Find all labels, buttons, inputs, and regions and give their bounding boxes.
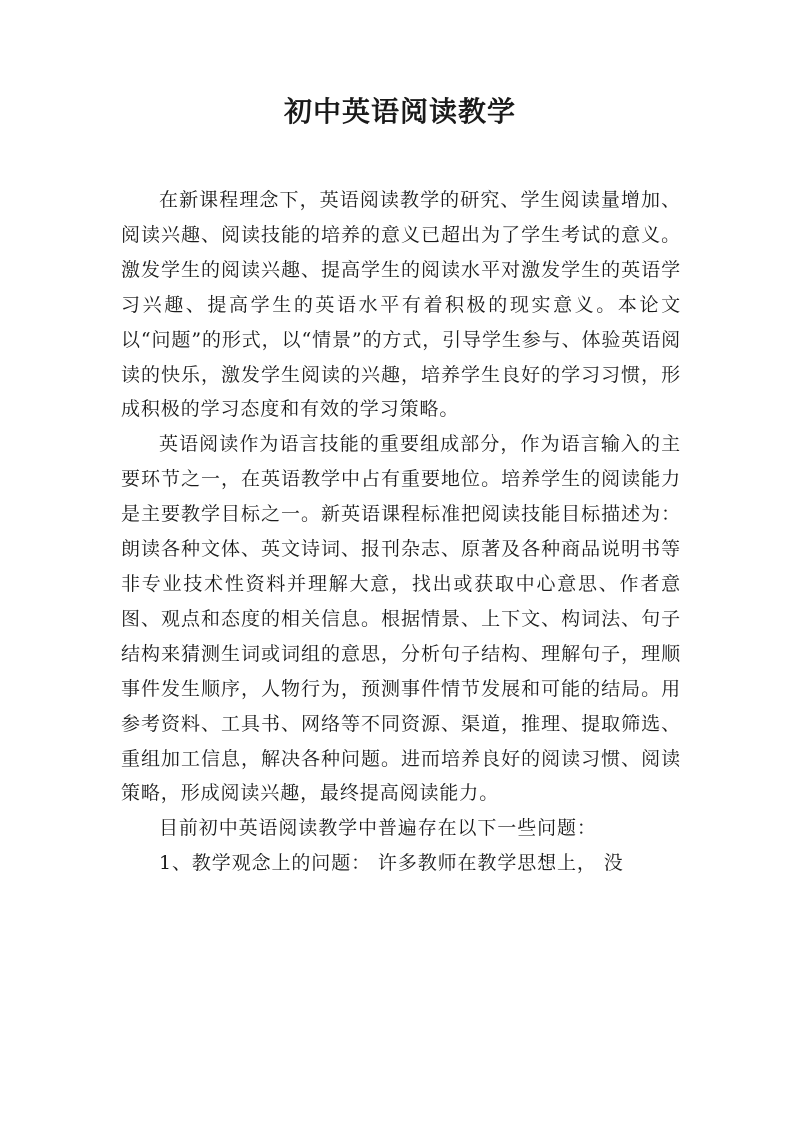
paragraph-reading-skills: 英语阅读作为语言技能的重要组成部分，作为语言输入的主要环节之一，在英语教学中占有重要地位。培养学生的阅读能力是主要教学目标之一。新英语课程标准把阅读技能目标描述为：朗读各种文体、英文诗词、报刊杂志、原著及各种商品说明书等非专业技术性资料并理解大意，找出或获取中心意思、作者意图、观点和态度的相关信息。根据情景、上下文、构词法、句子结构来猜测生词或词组的意思，分析句子结构、理解句子，理顺事件发生顺序，人物行为，预测事件情节发展和可能的结局。用参考资料、工具书、网络等不同资源、渠道，推理、提取筛选、重组加工信息，解决各种问题。进而培养良好的阅读习惯、阅读策略，形成阅读兴趣，最终提高阅读能力。 xyxy=(121,433,681,805)
paragraph-problems-lead: 目前初中英语阅读教学中普遍存在以下一些问题： xyxy=(159,817,597,840)
paragraph-intro: 在新课程理念下，英语阅读教学的研究、学生阅读量增加、阅读兴趣、阅读技能的培养的意义已超出为了学生考试的意义。激发学生的阅读兴趣、提高学生的阅读水平对激发学生的英语学习兴趣、提高学生的英语水平有着积极的现实意义。本论文以“问题”的形式，以“情景”的方式，引导学生参与、体验英语阅读的快乐，激发学生阅读的兴趣，培养学生良好的学习习惯，形成积极的学习态度和有效的学习策略。 xyxy=(121,189,681,421)
paragraph-problem-1: 1、教学观念上的问题： 许多教师在教学思想上， 没 xyxy=(159,852,624,875)
document-title: 初中英语阅读教学 xyxy=(283,95,516,128)
document-body xyxy=(121,183,681,881)
